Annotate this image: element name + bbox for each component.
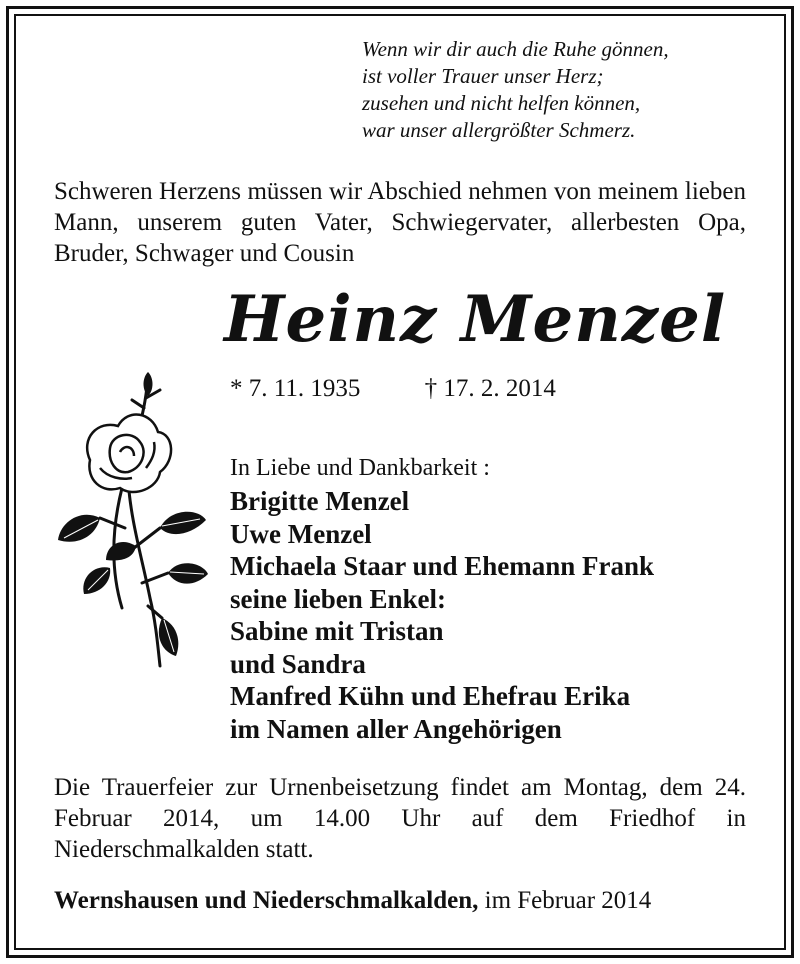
mourner-line: Manfred Kühn und Ehefrau Erika [230,681,631,711]
closing-places: Wernshausen und Niederschmalkalden, [54,887,479,914]
life-dates [230,374,556,404]
closing-line [54,886,651,916]
mourner-line: seine lieben Enkel: [230,583,447,614]
death-date: † 17. 2. 2014 [424,375,556,402]
deceased-name: Heinz Menzel [224,282,727,357]
service-text: Die Trauerfeier zur Urnenbeisetzung findet am Montag, dem 24. Februar 2014, um 14.00 Uhr auf dem Friedhof in Niederschmalkalden statt. [54,774,746,863]
birth-date: * 7. 11. 1935 [230,375,361,402]
poem-line: Wenn wir dir auch die Ruhe gönnen, [362,37,669,61]
mourners-label: In Liebe und Dankbarkeit : [230,455,490,481]
poem-line: ist voller Trauer unser Herz; [362,64,604,88]
mourner-line: Michaela Staar und Ehemann Frank [230,551,655,581]
intro-text: Schweren Herzens müssen wir Abschied nehmen von meinem lieben Mann, unserem guten Vater, Schwiegervater, allerbesten Opa, Bruder, Schwager und Cousin [54,178,746,267]
mourner-line: Sabine mit Tristan [230,616,444,646]
mourner-line: Brigitte Menzel [230,486,410,516]
poem-line: zusehen und nicht helfen können, [362,91,641,115]
mourners-list [230,485,654,745]
mourner-line: im Namen aller Angehörigen [230,713,562,744]
rose-icon [50,368,210,673]
poem-line: war unser allergrößter Schmerz. [362,118,636,142]
mourner-line: Uwe Menzel [230,518,372,549]
poem [362,36,669,144]
mourner-line: und Sandra [230,648,366,679]
closing-date: im Februar 2014 [484,887,652,914]
